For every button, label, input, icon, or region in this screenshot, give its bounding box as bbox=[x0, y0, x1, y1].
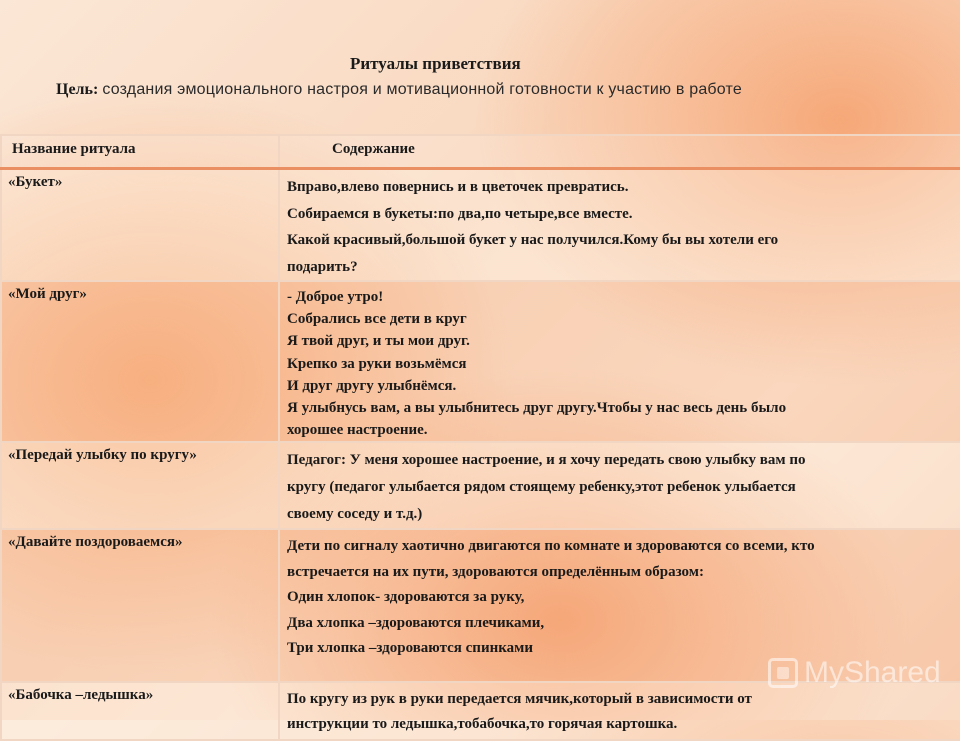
content-line: Один хлопок- здороваются за руку, bbox=[287, 589, 525, 606]
ritual-content bbox=[279, 682, 960, 740]
content-line: инструкции то ледышка,тобабочка,то горячая картошка. bbox=[287, 716, 678, 733]
content-line: Крепко за руки возьмёмся bbox=[287, 355, 467, 372]
content-line: Дети по сигналу хаотично двигаются по комнате и здороваются со всеми, кто bbox=[287, 538, 815, 555]
table-row bbox=[1, 442, 960, 529]
content-line: встречается на их пути, здороваются определённым образом: bbox=[287, 563, 704, 580]
content-line: Я твой друг, и ты мои друг. bbox=[287, 333, 470, 350]
table-row bbox=[1, 169, 960, 282]
content-line: кругу (педагог улыбается рядом стоящему ребенку,этот ребенок улыбается bbox=[287, 479, 796, 496]
goal-label: Цель: bbox=[56, 81, 99, 98]
content-line: Собираемся в букеты:по два,по четыре,все вместе. bbox=[287, 205, 633, 222]
presentation-icon bbox=[768, 658, 798, 688]
ritual-content bbox=[279, 169, 960, 282]
content-line: - Доброе утро! bbox=[287, 289, 384, 305]
ritual-content bbox=[279, 281, 960, 442]
goal-statement bbox=[56, 78, 836, 101]
content-line: своему соседу и т.д.) bbox=[287, 506, 423, 523]
table-row bbox=[1, 281, 960, 442]
content-line: Я улыбнусь вам, а вы улыбнитесь друг другу.Чтобы у нас весь день было bbox=[287, 400, 787, 417]
slide-header bbox=[0, 0, 960, 133]
content-line: По кругу из рук в руки передается мячик,который в зависимости от bbox=[287, 691, 752, 708]
content-line: Какой красивый,большой букет у нас получился.Кому бы вы хотели его bbox=[287, 232, 779, 248]
content-line: хорошее настроение. bbox=[287, 422, 428, 439]
ritual-name: «Букет» bbox=[1, 169, 279, 282]
ritual-name: «Давайте поздороваемся» bbox=[1, 529, 279, 682]
watermark bbox=[768, 656, 941, 690]
content-line: И друг другу улыбнёмся. bbox=[287, 377, 457, 394]
content-line: подарить? bbox=[287, 258, 358, 275]
ritual-content bbox=[279, 442, 960, 529]
table-header-row bbox=[1, 135, 960, 169]
column-header-content: Содержание bbox=[279, 135, 960, 169]
ritual-name: «Передай улыбку по кругу» bbox=[1, 442, 279, 529]
content-line: Собрались все дети в круг bbox=[287, 311, 467, 328]
page-title: Ритуалы приветствия bbox=[350, 54, 521, 73]
ritual-name: «Бабочка –ледышка» bbox=[1, 682, 279, 740]
table-row bbox=[1, 682, 960, 740]
watermark-text: MyShared bbox=[804, 656, 941, 689]
content-line: Вправо,влево повернись и в цветочек превратись. bbox=[287, 179, 629, 195]
content-line: Два хлопка –здороваются плечиками, bbox=[287, 614, 545, 631]
goal-text: создания эмоционального настроя и мотивационной готовности к участию в работе bbox=[102, 81, 742, 98]
column-header-name: Название ритуала bbox=[1, 135, 279, 169]
content-line: Три хлопка –здороваются спинками bbox=[287, 640, 534, 657]
content-line: Педагог: У меня хорошее настроение, и я хочу передать свою улыбку вам по bbox=[287, 452, 806, 469]
rituals-table bbox=[0, 134, 960, 741]
ritual-name: «Мой друг» bbox=[1, 281, 279, 442]
